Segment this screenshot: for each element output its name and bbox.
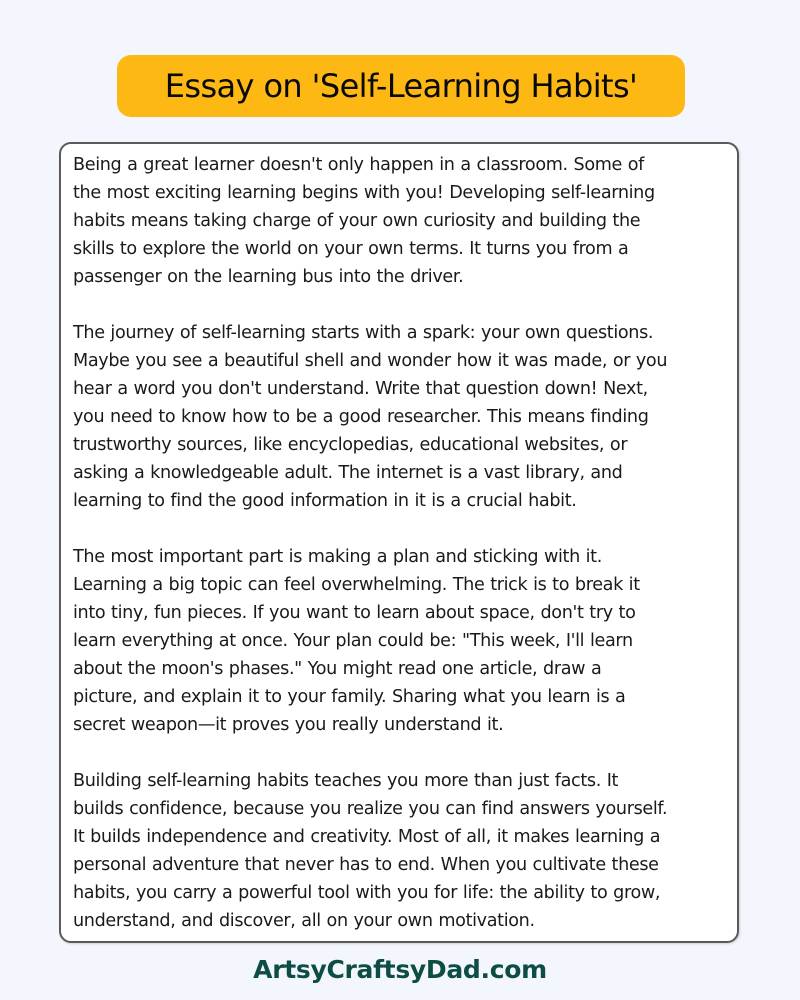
text-line: learning to find the good information in it is a crucial habit. [73, 491, 577, 511]
text-line: personal adventure that never has to end. When you cultivate these [73, 855, 659, 875]
text-line: asking a knowledgeable adult. The internet is a vast library, and [73, 463, 623, 483]
text-line: habits means taking charge of your own curiosity and building the [73, 211, 641, 231]
text-line: Learning a big topic can feel overwhelming. The trick is to break it [73, 575, 640, 595]
text-line: The most important part is making a plan and sticking with it. [73, 547, 602, 567]
title-banner [117, 55, 685, 117]
text-line: picture, and explain it to your family. Sharing what you learn is a [73, 687, 626, 707]
text-line: builds confidence, because you realize you can find answers yourself. [73, 799, 668, 819]
text-line: The journey of self-learning starts with a spark: your own questions. [73, 323, 654, 343]
text-line: into tiny, fun pieces. If you want to learn about space, don't try to [73, 603, 636, 623]
text-line: passenger on the learning bus into the driver. [73, 267, 464, 287]
essay-body [73, 151, 733, 963]
text-line: about the moon's phases." You might read one article, draw a [73, 659, 602, 679]
text-line: secret weapon—it proves you really understand it. [73, 715, 504, 735]
footer-brand: ArtsyCraftsyDad.com [253, 955, 547, 984]
essay-box [59, 142, 739, 943]
page-title: Essay on 'Self-Learning Habits' [164, 67, 638, 105]
text-line: It builds independence and creativity. Most of all, it makes learning a [73, 827, 661, 847]
text-line: the most exciting learning begins with you! Developing self-learning [73, 183, 655, 203]
essay-paragraph-4 [73, 767, 733, 935]
text-line: understand, and discover, all on your own motivation. [73, 911, 535, 931]
text-line: you need to know how to be a good researcher. This means finding [73, 407, 649, 427]
text-line: skills to explore the world on your own terms. It turns you from a [73, 239, 629, 259]
essay-paragraph-2 [73, 319, 733, 515]
text-line: trustworthy sources, like encyclopedias, educational websites, or [73, 435, 628, 455]
text-line: hear a word you don't understand. Write that question down! Next, [73, 379, 648, 399]
essay-paragraph-1 [73, 151, 733, 291]
text-line: Building self-learning habits teaches you more than just facts. It [73, 771, 619, 791]
text-line: learn everything at once. Your plan could be: "This week, I'll learn [73, 631, 633, 651]
text-line: Maybe you see a beautiful shell and wonder how it was made, or you [73, 351, 668, 371]
text-line: Being a great learner doesn't only happen in a classroom. Some of [73, 155, 645, 175]
text-line: habits, you carry a powerful tool with you for life: the ability to grow, [73, 883, 661, 903]
essay-paragraph-3 [73, 543, 733, 739]
